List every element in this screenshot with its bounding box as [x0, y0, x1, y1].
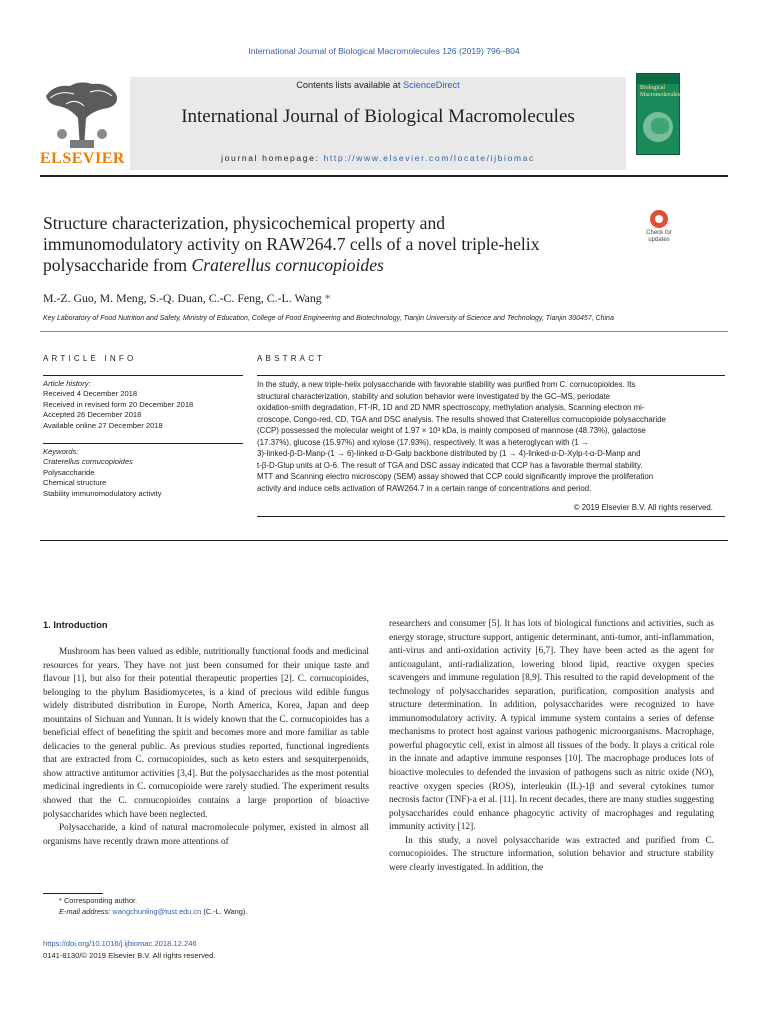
journal-homepage: journal homepage: http://www.elsevier.com/locate/ijbiomac: [221, 153, 535, 163]
keyword-item: Chemical structure: [43, 478, 107, 488]
contents-line: Contents lists available at ScienceDirect: [296, 80, 460, 90]
body-paragraph: In this study, a novel polysaccharide was extracted and purified from C. cornucopioides. The structure information, solution behavior and structure stability were clearly investigated. In addition, the: [389, 835, 714, 873]
abstract-text: In the study, a new triple-helix polysaccharide with favorable stability was purified from C. cornucopioides. Its structural characterization, stability and solution behavior were investigated by the GC–MS, periodate oxidation-smith degradation, FT-IR, 1D and 2D NMR spectroscopy, methylation analysis, Scanning electron mi- croscope, Congo-red, CD, TGA and DSC analysis. The results showed that Craterellus cornucopioide polysaccharide (CCP) possessed the molecular weight of 1.97 × 10³ kDa, is mainly composed of mannose (48.73%), galactose (17.37%), glucose (15.97%) and xylose (17.93%), respectively. It was a heteroglycan with (1 → 3)-linked-β-D-Manp-(1 → 6)-linked α-D-Galp backbone distributed by (1 → 4)-linked-α-D-Xylp-t-α-D-Manp and t-β-D-Glup units at O-6. The result of TGA and DSC assay indicated that CCP has a favorable thermal stability. MTT and Scanning electro microscopy (SEM) assay showed that CCP could significantly improve the proliferation activity and induce cells activation of RAW264.7 in a certain range of concentrations and period.: [257, 380, 666, 493]
corresponding-author-mark[interactable]: *: [324, 291, 331, 305]
history-item: Received in revised form 20 December 2018: [43, 399, 194, 409]
body-top-rule: [40, 540, 728, 541]
history-item: Available online 27 December 2018: [43, 420, 163, 430]
article-info-heading: ARTICLE INFO: [43, 354, 137, 363]
body-column-right: [389, 618, 714, 875]
affiliation: Key Laboratory of Food Nutrition and Safety, Ministry of Education, College of Food Engineering and Biotechnology, Tianjin University of Science and Technology, Tianjin 300457, China: [43, 315, 614, 322]
keyword-item: Craterellus cornucopioides: [43, 457, 133, 467]
article-info-rule: [43, 375, 243, 376]
footnote: * Corresponding author. E-mail address: wangchunling@tust.edu.cn (C.-L. Wang).: [59, 896, 248, 916]
journal-title: International Journal of Biological Macromolecules: [181, 106, 575, 127]
journal-citation[interactable]: International Journal of Biological Macromolecules 126 (2019) 796–804: [248, 46, 520, 56]
journal-cover-thumbnail[interactable]: [636, 73, 680, 155]
doi-link[interactable]: https://doi.org/10.1016/j.ijbiomac.2018.12.246: [43, 939, 197, 948]
abstract-rule: [257, 375, 725, 376]
abstract-copyright: © 2019 Elsevier B.V. All rights reserved.: [573, 503, 713, 512]
history-item: Received 4 December 2018: [43, 389, 138, 399]
body-paragraph: Polysaccharide, a kind of natural macromolecule polymer, existed in almost all organisms have recently drawn more attentions of: [43, 823, 369, 847]
email-link[interactable]: wangchunling@tust.edu.cn: [112, 906, 202, 916]
footnote-rule: [43, 893, 103, 894]
check-updates-label: Check for updates: [646, 230, 672, 243]
check-for-updates-badge[interactable]: [640, 210, 678, 248]
author-list: M.-Z. Guo, M. Meng, S.-Q. Duan, C.-C. Feng, C.-L. Wang *: [43, 291, 331, 305]
body-paragraph: researchers and consumer [5]. It has lots of biological functions and activities, such as energy storage, structure support, antigenic determinant, anti-tumor, anti-inflammation, anti-virus and anti-oxidation activity [6,7]. They have been acted as the agent for anticoagulant, anti-radialization, lowering blood lipid, reactive oxygen species scavengers and immune regulation [8,9]. This resulted to the rapid development of the technology of polysaccharides separation, purification, composition analysis and structure determination. In addition, polysaccharides were recognized to have immunomodulatory activity. A typical immune system contains a series of defense mechanisms to protect host against various pathogenic microorganisms. Macrophage, powerful phagocytic cell, exist in almost all tissues of the body. It plays a critical role in the innate and adaptive immune responses [10]. The macrophage produces lots of bioactive molecules to defended the invasion of pathogens such as nitric oxide (NO), reactive oxygen species (ROS), interleukin (IL)-1β and several cytokines tumor necrosis factor (TNF)-a et al. [11]. In recent decades, there are many studies suggesting polysaccharides could enhance phagocytic activity of macrophages and regulating immunity activity [12].: [389, 619, 714, 833]
body-paragraph: Mushroom has been valued as edible, nutritionally functional foods and medicinal resources for years. They have not just been consumed for their unique taste and flavour [1], but also for their potential therapeutic properties [2]. C. cornucopioides, belonging to the phylum Basidiomycetes, is a kind of precious wild edible fungus widely distributed distribution in Europe, North America, Korea, Japan and deep mountains of Sichuan and Yunnan. It is widely known that the C. cornucopioides has a beneficial effect of benefiting the spirit and becomes more and more familiar as table delicacies to the general public. As previous studies reported, functional ingredients that are extracted from C. cornucopioides, such as keto esters and sesquiterpenoids, show attractive antitumor activities [3,4]. But the polysaccharides as the most potential medicinal ingredients in C. cornucopioide were rarely studied. The experiment results showed that the C. cornucopioides contains a large proportion of bioactive polysaccharides which have been neglected.: [43, 647, 369, 820]
sciencedirect-link[interactable]: ScienceDirect: [403, 80, 460, 90]
keyword-item: Stability immunomodulatory activity: [43, 488, 162, 498]
body-column-left: [43, 646, 369, 849]
header-rule: [40, 175, 728, 177]
keyword-item: Polysaccharide: [43, 467, 95, 477]
homepage-link[interactable]: http://www.elsevier.com/locate/ijbiomac: [323, 153, 535, 163]
article-history: Article history: Received 4 December 2018 Received in revised form 20 December 2018 Accepted 26 December 2018 Available online 27 December 2018: [43, 379, 243, 431]
abstract-heading: ABSTRACT: [257, 354, 326, 363]
publisher-logo-text: ELSEVIER: [40, 150, 125, 167]
keywords-rule: [43, 443, 243, 444]
abstract-end-rule: [257, 516, 725, 517]
keywords: Keywords: Craterellus cornucopioides Polysaccharide Chemical structure Stability immunomodulatory activity: [43, 447, 243, 499]
issn-copyright: 0141-8130/© 2019 Elsevier B.V. All rights reserved.: [43, 951, 216, 960]
affiliation-rule: [40, 331, 728, 332]
cover-title: Biological Macromolecules: [640, 85, 680, 98]
article-title: Structure characterization, physicochemical property and immunomodulatory activity on RAW264.7 cells of a novel triple-helix polysaccharide from Craterellus cornucopioides: [43, 213, 540, 275]
history-item: Accepted 26 December 2018: [43, 410, 142, 420]
section-heading-introduction: 1. Introduction: [43, 620, 108, 630]
